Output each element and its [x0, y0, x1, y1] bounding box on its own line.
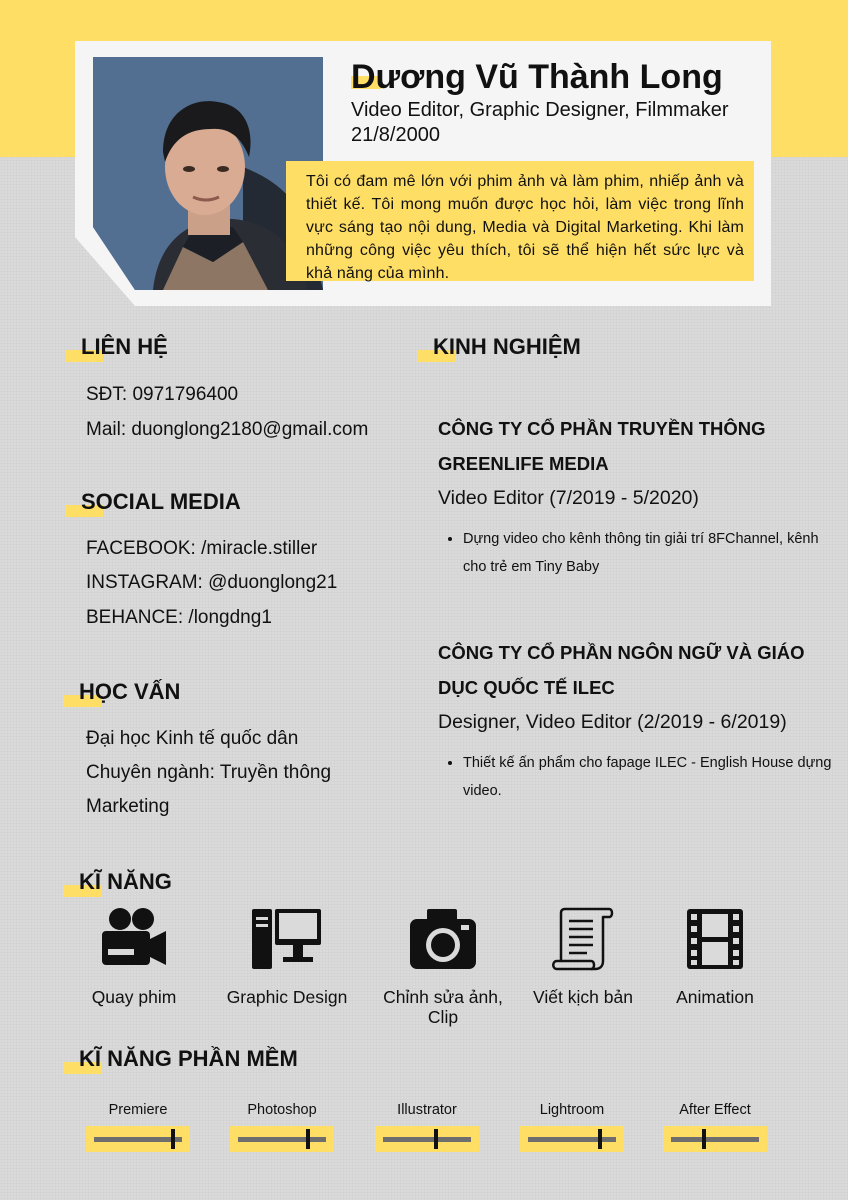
software-after-effect: After Effect — [663, 1102, 767, 1152]
social-section-title: SOCIAL MEDIA — [81, 488, 241, 516]
summary-box: Tôi có đam mê lớn với phim ảnh và làm phim, nhiếp ảnh và thiết kế. Tôi mong muốn được học hỏi, làm việc trong lĩnh vực sáng tạo nội dung, Media và Digital Marketing. Khi làm những công việc yêu thích, tôi sẽ thể hiện hết sức lực và khả năng của mình. — [286, 161, 754, 281]
full-name: Dương Vũ Thành Long — [351, 58, 723, 96]
software-section-title: KĨ NĂNG PHẦN MỀM — [79, 1045, 298, 1073]
contact-section-title: LIÊN HỆ — [81, 333, 168, 361]
desktop-computer-icon — [251, 905, 323, 973]
film-strip-icon — [679, 905, 751, 973]
job-2-company: CÔNG TY CỔ PHẦN NGÔN NGỮ VÀ GIÁO DỤC QUỐC TẾ ILEC — [438, 642, 805, 698]
contact-mail: Mail: duonglong2180@gmail.com — [86, 419, 369, 440]
slider-track — [238, 1137, 326, 1142]
skill-level-bar — [230, 1126, 334, 1152]
job-title: Video Editor, Graphic Designer, Filmmaker — [351, 99, 729, 121]
skill-graphic-design: Graphic Design — [222, 905, 352, 1007]
software-premiere: Premiere — [86, 1102, 190, 1152]
slider-knob — [598, 1129, 602, 1149]
job-2-bullets — [440, 749, 843, 805]
skill-scriptwriting: Viết kịch bản — [518, 905, 648, 1007]
slider-track — [528, 1137, 616, 1142]
slider-track — [671, 1137, 759, 1142]
job-1-bullets — [440, 525, 843, 581]
skills-section-title: KĨ NĂNG — [79, 868, 172, 896]
contact-phone: SĐT: 0971796400 — [86, 384, 239, 405]
skill-level-bar — [663, 1126, 767, 1152]
list-item: • Thiết kế ấn phẩm cho fapage ILEC - English House dựng video. — [463, 749, 843, 805]
job-2-position: Designer, Video Editor (2/2019 - 6/2019) — [438, 711, 787, 733]
slider-knob — [702, 1129, 706, 1149]
skill-photo-editing: Chỉnh sửa ảnh, Clip — [378, 905, 508, 1027]
photo-camera-icon — [407, 905, 479, 973]
slider-knob — [306, 1129, 310, 1149]
software-photoshop: Photoshop — [230, 1102, 334, 1152]
slider-knob — [171, 1129, 175, 1149]
skill-level-bar — [375, 1126, 479, 1152]
script-scroll-icon — [547, 905, 619, 973]
education-section-title: HỌC VẤN — [79, 678, 180, 706]
slider-track — [94, 1137, 182, 1142]
education-major-cont: Marketing — [86, 796, 170, 817]
social-facebook: FACEBOOK: /miracle.stiller — [86, 538, 318, 559]
education-school: Đại học Kinh tế quốc dân — [86, 728, 299, 749]
social-instagram: INSTAGRAM: @duonglong21 — [86, 572, 338, 593]
slider-track — [383, 1137, 471, 1142]
education-major: Chuyên ngành: Truyền thông — [86, 762, 332, 783]
experience-section-title: KINH NGHIỆM — [433, 333, 581, 361]
skill-level-bar — [86, 1126, 190, 1152]
job-1-company: CÔNG TY CỔ PHẦN TRUYỀN THÔNG GREENLIFE MEDIA — [438, 418, 766, 474]
slider-knob — [434, 1129, 438, 1149]
skill-filming: Quay phim — [69, 905, 199, 1007]
video-camera-icon — [98, 905, 170, 973]
social-behance: BEHANCE: /longdng1 — [86, 607, 272, 628]
software-lightroom: Lightroom — [520, 1102, 624, 1152]
list-item: • Dựng video cho kênh thông tin giải trí 8FChannel, kênh cho trẻ em Tiny Baby — [463, 525, 843, 581]
skill-level-bar — [520, 1126, 624, 1152]
software-illustrator: Illustrator — [375, 1102, 479, 1152]
job-1-position: Video Editor (7/2019 - 5/2020) — [438, 487, 699, 509]
date-of-birth: 21/8/2000 — [351, 124, 440, 146]
skill-animation: Animation — [650, 905, 780, 1007]
